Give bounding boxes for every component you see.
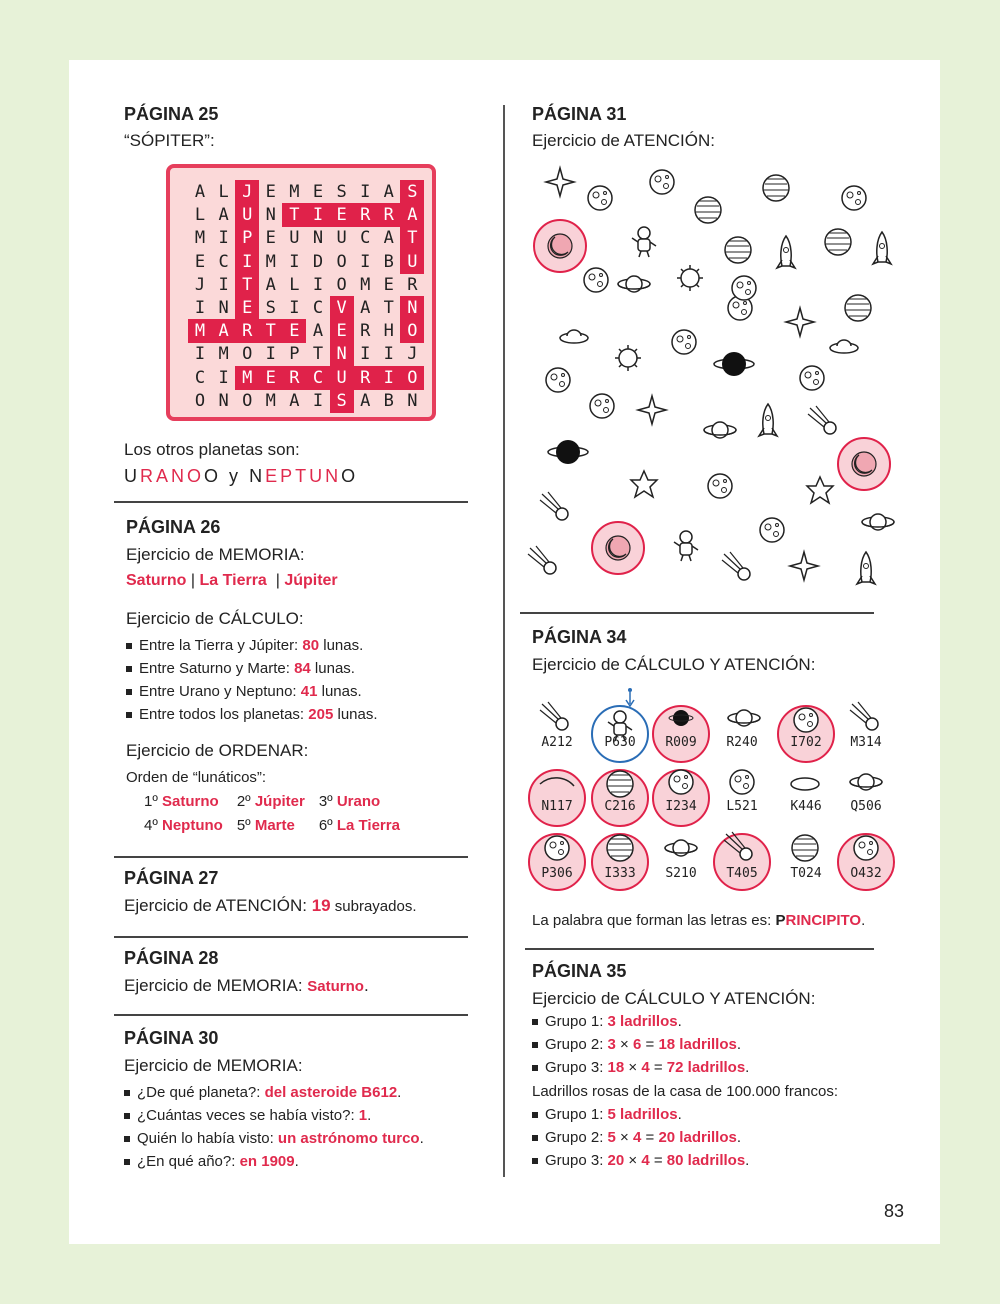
grid-cell: R xyxy=(282,366,306,390)
divider xyxy=(114,856,468,858)
grid-cell: O xyxy=(400,366,424,390)
grid-cell: M xyxy=(218,344,229,365)
p26-calculo: Ejercicio de CÁLCULO: xyxy=(126,609,304,628)
grid-cell: I xyxy=(312,274,324,295)
grid-cell: P xyxy=(289,344,300,365)
icon-code-label: I702 xyxy=(790,735,822,750)
grid-cell: E xyxy=(265,182,276,202)
grid-cell: C xyxy=(360,228,371,249)
p28-heading: PÁGINA 28 xyxy=(124,948,219,968)
p26-memoria: Ejercicio de MEMORIA: xyxy=(126,545,305,564)
p30-heading: PÁGINA 30 xyxy=(124,1028,219,1048)
grid-cell: R xyxy=(377,203,401,227)
icon-code-label: O432 xyxy=(850,866,882,881)
grid-cell: A xyxy=(360,390,371,411)
icon-code-label: M314 xyxy=(850,735,882,750)
p25-subtitle: “SÓPITER”: xyxy=(124,131,215,150)
grid-cell: B xyxy=(383,390,394,411)
divider xyxy=(520,612,874,614)
icon-code-label: N117 xyxy=(541,799,573,814)
icon-code-label: T024 xyxy=(790,866,822,881)
icon-code-label: L521 xyxy=(726,799,758,814)
grid-cell: J xyxy=(407,344,418,365)
grid-cell: U xyxy=(235,203,259,227)
grid-cell: E xyxy=(330,203,354,227)
p25-others-label: Los otros planetas son: xyxy=(124,440,300,459)
grid-cell: I xyxy=(289,298,300,318)
grid-cell: R xyxy=(407,274,418,295)
p26-heading: PÁGINA 26 xyxy=(126,517,221,537)
grid-cell: R xyxy=(360,321,371,342)
grid-cell: O xyxy=(194,390,206,411)
list-item: ¿De qué planeta?: del asteroide B612. xyxy=(124,1081,424,1104)
p27-heading: PÁGINA 27 xyxy=(124,868,219,888)
grid-cell: E xyxy=(194,251,206,272)
list-item: ¿En qué año?: en 1909. xyxy=(124,1150,424,1173)
p35-rosas: Ladrillos rosas de la casa de 100.000 francos: xyxy=(532,1083,839,1100)
grid-cell: A xyxy=(312,321,324,342)
word-search-grid xyxy=(166,164,436,421)
grid-cell: C xyxy=(306,366,330,390)
grid-cell: N xyxy=(330,342,354,366)
grid-cell: C xyxy=(218,251,229,272)
list-item: Quién lo había visto: un astrónomo turco. xyxy=(124,1127,424,1150)
p34-icon-grid xyxy=(520,686,900,896)
grid-cell: M xyxy=(194,228,206,249)
grid-cell: I xyxy=(360,344,371,365)
grid-cell: U xyxy=(400,250,424,274)
p26-memoria-answers: Saturno | La Tierra | Júpiter xyxy=(126,572,338,589)
grid-cell: C xyxy=(312,298,324,318)
grid-cell: S xyxy=(400,180,424,204)
grid-cell: O xyxy=(336,274,347,295)
grid-cell: A xyxy=(383,182,394,202)
grid-cell: A xyxy=(194,182,206,202)
icon-code-label: S210 xyxy=(665,866,697,881)
grid-cell: I xyxy=(360,182,371,202)
grid-cell: O xyxy=(400,319,424,343)
grid-cell: E xyxy=(383,274,394,295)
divider xyxy=(114,501,468,503)
p26-ordenar: Ejercicio de ORDENAR: xyxy=(126,741,309,760)
grid-cell: S xyxy=(265,298,276,318)
p31-sub: Ejercicio de ATENCIÓN: xyxy=(532,131,715,150)
p35-list-1 xyxy=(532,1010,749,1079)
icon-code-label: Q506 xyxy=(850,799,882,814)
grid-cell: I xyxy=(383,344,394,365)
grid-cell: N xyxy=(265,205,276,226)
p35-list-2 xyxy=(532,1103,749,1172)
grid-cell: I xyxy=(306,203,330,227)
p28-answer: Ejercicio de MEMORIA: Saturno. xyxy=(124,976,369,995)
grid-cell: J xyxy=(194,274,206,295)
space-icons-field xyxy=(520,160,900,600)
grid-cell: R xyxy=(353,203,377,227)
p30-list xyxy=(124,1081,424,1173)
grid-cell: E xyxy=(312,182,324,202)
grid-cell: L xyxy=(218,182,229,202)
grid-cell: L xyxy=(194,205,206,226)
grid-cell: S xyxy=(330,389,354,413)
grid-cell: I xyxy=(235,250,259,274)
p30-memoria: Ejercicio de MEMORIA: xyxy=(124,1056,303,1075)
grid-cell: E xyxy=(265,228,276,249)
grid-cell: L xyxy=(289,274,300,295)
p25-heading: PÁGINA 25 xyxy=(124,104,219,124)
grid-cell: V xyxy=(330,296,354,320)
grid-cell: A xyxy=(360,298,371,318)
grid-cell: O xyxy=(242,344,253,365)
p35-heading: PÁGINA 35 xyxy=(532,961,627,981)
icon-code-label: P630 xyxy=(604,735,636,750)
grid-cell: T xyxy=(259,319,283,343)
list-item: Grupo 3: 18 × 4 = 72 ladrillos. xyxy=(532,1056,749,1079)
grid-cell: R xyxy=(235,319,259,343)
icon-code-label: I333 xyxy=(604,866,636,881)
p34-word: La palabra que forman las letras es: PRINCIPITO. xyxy=(532,912,866,929)
grid-cell: M xyxy=(235,366,259,390)
grid-cell: U xyxy=(336,228,347,249)
icon-code-label: I234 xyxy=(665,799,697,814)
grid-cell: N xyxy=(400,296,424,320)
p31-heading: PÁGINA 31 xyxy=(532,104,627,124)
grid-cell: M xyxy=(360,274,371,295)
grid-cell: A xyxy=(212,319,236,343)
grid-cell: D xyxy=(312,251,324,272)
grid-cell: I xyxy=(194,344,206,365)
icon-code-label: A212 xyxy=(541,735,573,750)
grid-cell: T xyxy=(235,273,259,297)
grid-cell: I xyxy=(218,228,229,249)
grid-cell: H xyxy=(383,321,394,342)
icon-code-label: R240 xyxy=(726,735,758,750)
grid-cell: A xyxy=(400,203,424,227)
divider xyxy=(114,1014,468,1016)
grid-cell: N xyxy=(312,228,324,249)
grid-cell: M xyxy=(289,182,300,202)
grid-cell: R xyxy=(353,366,377,390)
p35-sub: Ejercicio de CÁLCULO Y ATENCIÓN: xyxy=(532,989,816,1008)
grid-cell: N xyxy=(407,390,418,411)
p26-orden-table: 1º Saturno 2º Júpiter 3º Urano 4º Neptuno 5º Marte 6º La Tierra xyxy=(144,793,400,834)
icon-code-label: R009 xyxy=(665,735,697,750)
grid-cell: C xyxy=(194,367,206,388)
grid-cell: O xyxy=(242,390,253,411)
grid-cell: E xyxy=(330,319,354,343)
p26-calc-list xyxy=(126,634,378,726)
grid-cell: M xyxy=(265,251,276,272)
page-number: 83 xyxy=(883,1201,904,1221)
grid-cell: T xyxy=(400,226,424,250)
grid-cell: T xyxy=(383,298,394,318)
grid-cell: P xyxy=(235,226,259,250)
grid-cell: I xyxy=(218,274,229,295)
list-item: Grupo 1: 5 ladrillos. xyxy=(532,1103,749,1126)
grid-cell: N xyxy=(218,298,229,318)
grid-cell: U xyxy=(330,366,354,390)
grid-cell: B xyxy=(383,251,394,272)
grid-cell: I xyxy=(360,251,371,272)
grid-cell: S xyxy=(336,182,347,202)
divider xyxy=(114,936,468,938)
list-item: Entre todos los planetas: 205 lunas. xyxy=(126,703,378,726)
list-item: Grupo 2: 5 × 4 = 20 ladrillos. xyxy=(532,1126,749,1149)
grid-cell: A xyxy=(265,274,276,295)
list-item: Entre la Tierra y Júpiter: 80 lunas. xyxy=(126,634,378,657)
grid-cell: M xyxy=(265,390,276,411)
icon-code-label: C216 xyxy=(604,799,636,814)
grid-cell: M xyxy=(188,319,212,343)
grid-cell: E xyxy=(259,366,283,390)
grid-cell: J xyxy=(235,180,259,204)
grid-cell: I xyxy=(377,366,401,390)
p34-heading: PÁGINA 34 xyxy=(532,627,627,647)
grid-cell: I xyxy=(218,367,229,388)
list-item: Grupo 3: 20 × 4 = 80 ladrillos. xyxy=(532,1149,749,1172)
column-divider xyxy=(503,105,505,1177)
icon-code-label: K446 xyxy=(790,799,822,814)
list-item: Grupo 2: 3 × 6 = 18 ladrillos. xyxy=(532,1033,749,1056)
grid-cell: I xyxy=(194,298,206,318)
grid-cell: U xyxy=(289,228,300,249)
grid-cell: T xyxy=(312,344,324,365)
grid-cell: T xyxy=(282,203,306,227)
grid-cell: I xyxy=(265,344,276,365)
grid-cell: N xyxy=(218,390,229,411)
icon-code-label: P306 xyxy=(541,866,573,881)
list-item: Grupo 1: 3 ladrillos. xyxy=(532,1010,749,1033)
grid-cell: O xyxy=(336,251,347,272)
grid-cell: A xyxy=(218,205,229,226)
grid-cell: I xyxy=(289,251,300,272)
divider xyxy=(525,948,874,950)
p27-answer: Ejercicio de ATENCIÓN: 19 subrayados. xyxy=(124,896,417,915)
p34-sub: Ejercicio de CÁLCULO Y ATENCIÓN: xyxy=(532,655,816,674)
grid-cell: A xyxy=(289,390,300,411)
p25-others-answer: URANOO y NEPTUNO xyxy=(124,466,359,486)
icon-code-label: T405 xyxy=(726,866,758,881)
grid-cell: A xyxy=(383,228,394,249)
list-item: Entre Urano y Neptuno: 41 lunas. xyxy=(126,680,378,703)
p26-orden-label: Orden de “lunáticos”: xyxy=(126,769,267,786)
list-item: ¿Cuántas veces se había visto?: 1. xyxy=(124,1104,424,1127)
grid-cell: E xyxy=(282,319,306,343)
list-item: Entre Saturno y Marte: 84 lunas. xyxy=(126,657,378,680)
grid-cell: E xyxy=(235,296,259,320)
grid-cell: I xyxy=(312,390,324,411)
